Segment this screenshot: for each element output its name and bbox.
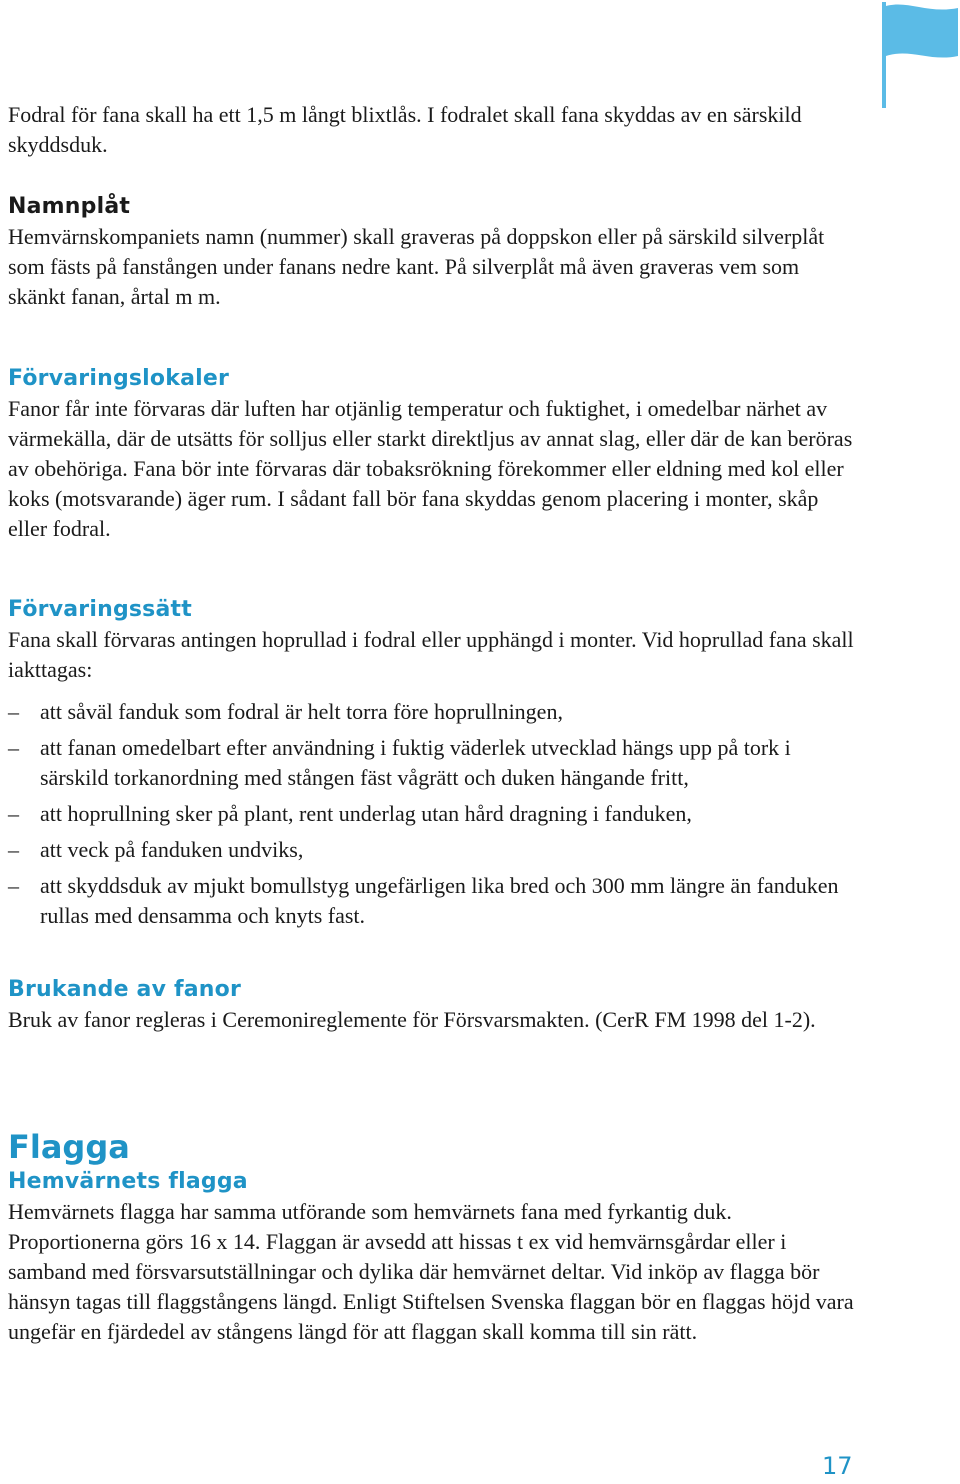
paragraph-namnplat: Hemvärnskompaniets namn (nummer) skall graveras på doppskon eller på särskild silverplåt som fästs på fanstången under fanans nedre kant. På silverplåt må även graveras vem som skänkt fanan, årtal m m. (8, 224, 825, 309)
heading-flagga: Flagga (8, 1128, 130, 1166)
paragraph-forvaringslokaler: Fanor får inte förvaras där luften har otjänlig temperatur och fuktighet, i omedelbar närhet av värmekälla, där de utsätts för solljus eller starkt direktljus av annat slag, eller där de kan beröras av obehöriga. Fana bör inte förvaras där tobaksrökning förekommer eller eldning med kol eller koks (motsvarande) äger rum. I sådant fall bör fana skyddas genom placering i monter, skåp eller fodral. (8, 396, 853, 541)
list-item (8, 799, 858, 829)
paragraph-brukande: Bruk av fanor regleras i Ceremonireglemente för Försvarsmakten. (CerR FM 1998 del 1-2). (8, 1007, 816, 1032)
heading-forvaringssatt: Förvaringssätt (8, 597, 192, 622)
list-item-text: att skyddsduk av mjukt bomullstyg ungefärligen lika bred och 300 mm längre än fanduken rullas med densamma och knyts fast. (40, 873, 839, 928)
list-item-text: att veck på fanduken undviks, (40, 837, 304, 862)
dash-marker: – (8, 873, 19, 898)
dash-marker: – (8, 801, 19, 826)
list-item (8, 697, 858, 727)
page-content (8, 100, 858, 1347)
section-namnplat (8, 192, 858, 312)
list-item-text: att såväl fanduk som fodral är helt torra före hoprullningen, (40, 699, 563, 724)
paragraph-flagga: Hemvärnets flagga har samma utförande som hemvärnets fana med fyrkantig duk. Proportionerna görs 16 x 14. Flaggan är avsedd att hissas t ex vid hemvärnsgårdar eller i samband med försvarsutställningar och dylika där hemvärnet deltar. Vid inköp av flagga bör hänsyn tagas till flaggstångens längd. Enligt Stiftelsen Svenska flaggan bör en flaggas höjd vara ungefär en fjärdedel av stångens längd för att flaggan skall komma till sin rätt. (8, 1199, 854, 1344)
list-item (8, 835, 858, 865)
heading-forvaringslokaler: Förvaringslokaler (8, 366, 230, 391)
dash-marker: – (8, 735, 19, 760)
list-item (8, 733, 858, 793)
dash-marker: – (8, 699, 19, 724)
section-flagga (8, 1127, 858, 1347)
flag-icon (880, 0, 960, 110)
list-item-text: att fanan omedelbart efter användning i fuktig väderlek utvecklad hängs upp på tork i särskild torkanordning med stången fäst vågrätt och duken hängande fritt, (40, 735, 791, 790)
page-number: 17 (822, 1452, 853, 1480)
heading-hemvarnets-flagga: Hemvärnets flagga (8, 1169, 248, 1194)
heading-namnplat: Namnplåt (8, 194, 131, 219)
list-item-text: att hoprullning sker på plant, rent underlag utan hård dragning i fanduken, (40, 801, 692, 826)
list-item (8, 871, 858, 931)
section-forvaringssatt (8, 595, 858, 931)
dash-marker: – (8, 837, 19, 862)
paragraph-forvaringssatt: Fana skall förvaras antingen hoprullad i fodral eller upphängd i monter. Vid hoprullad fana skall iakttagas: (8, 627, 854, 682)
heading-brukande: Brukande av fanor (8, 977, 242, 1002)
intro-paragraph: Fodral för fana skall ha ett 1,5 m långt blixtlås. I fodralet skall fana skyddas av en särskild skyddsduk. (8, 102, 802, 157)
section-brukande (8, 975, 858, 1035)
dash-list (8, 697, 858, 931)
section-forvaringslokaler (8, 364, 858, 544)
